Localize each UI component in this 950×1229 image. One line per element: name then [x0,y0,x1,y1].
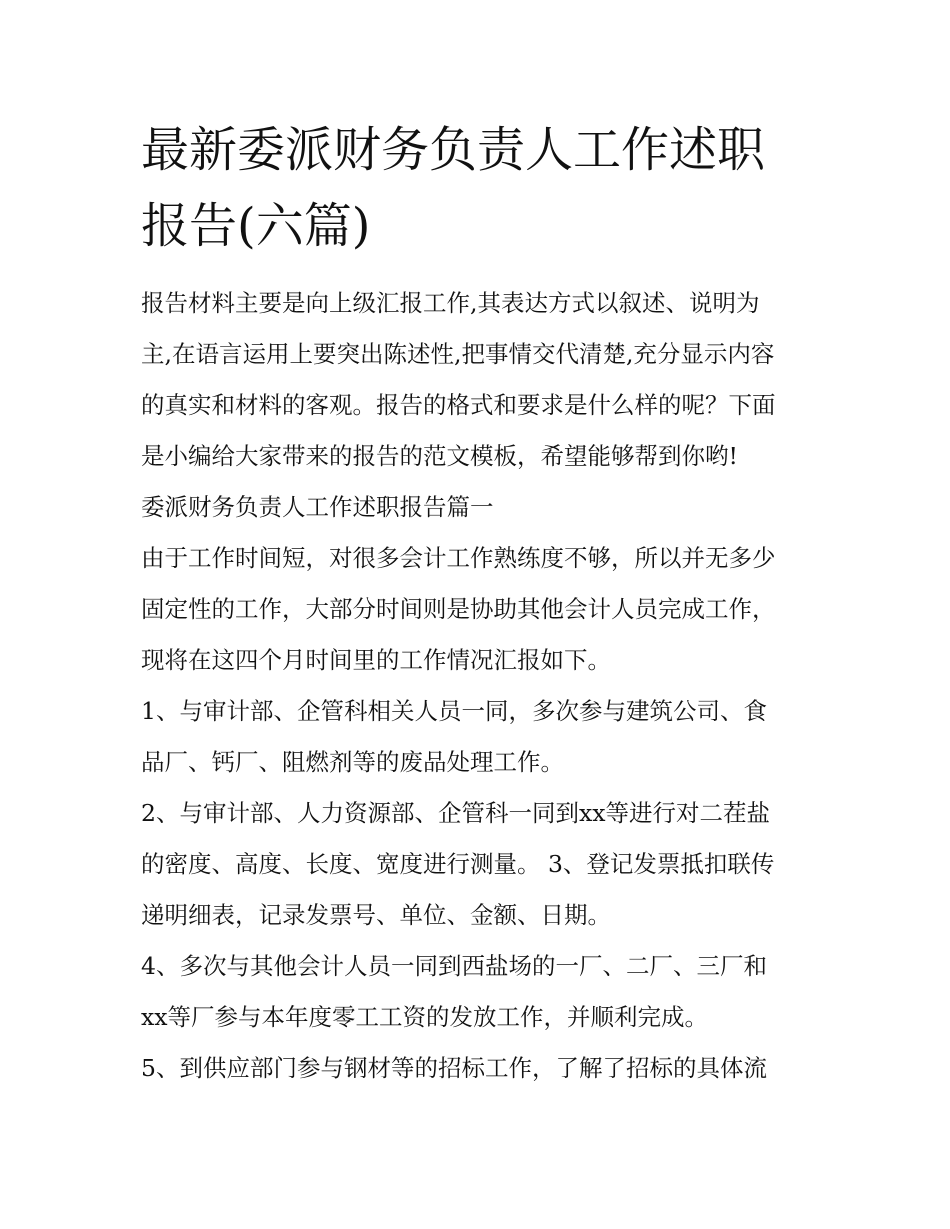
list-item-2-3 [141,788,821,941]
list-item-5 [141,1043,821,1094]
list-item-4 [141,941,821,1043]
text-line: 报告材料主要是向上级汇报工作,其表达方式以叙述、说明为 [141,289,760,317]
text-line: 由于工作时间短，对很多会计工作熟练度不够，所以并无多少 [141,544,776,572]
section-1-intro [141,533,821,686]
list-item-1 [141,686,821,788]
text-line: 4、多次与其他会计人员一同到西盐场的一厂、二厂、三厂和 [141,952,767,980]
text-line: 的密度、高度、长度、宽度进行测量。 3、登记发票抵扣联传 [141,850,775,878]
text-line: 的真实和材料的客观。报告的格式和要求是什么样的呢？下面 [141,391,776,419]
document-content [141,112,821,1094]
text-line: xx等厂参与本年度零工工资的发放工作，并顺利完成。 [141,1003,709,1031]
text-line: 2、与审计部、人力资源部、企管科一同到xx等进行对二茬盐 [141,799,770,827]
text-line: 固定性的工作，大部分时间则是协助其他会计人员完成工作， [141,595,776,623]
text-line: 主,在语言运用上要突出陈述性,把事情交代清楚,充分显示内容 [141,340,775,368]
text-line: 是小编给大家带来的报告的范文模板，希望能够帮到你哟! [141,442,738,470]
title-line-1: 最新委派财务负责人工作述职 [141,122,766,178]
text-line: 现将在这四个月时间里的工作情况汇报如下。 [141,646,611,674]
title-line-2: 报告(六篇) [141,198,371,254]
text-line: 品厂、钙厂、阻燃剂等的废品处理工作。 [141,748,564,776]
text-line: 递明细表，记录发票号、单位、金额、日期。 [141,901,611,929]
text-line: 1、与审计部、企管科相关人员一同，多次参与建筑公司、食 [141,697,767,725]
section-heading-1 [141,482,821,533]
document-title [141,112,821,264]
section-heading-text: 委派财务负责人工作述职报告篇一 [141,493,494,521]
text-line: 5、到供应部门参与钢材等的招标工作，了解了招标的具体流 [141,1054,767,1082]
document-body [141,278,821,1094]
intro-paragraph [141,278,821,482]
